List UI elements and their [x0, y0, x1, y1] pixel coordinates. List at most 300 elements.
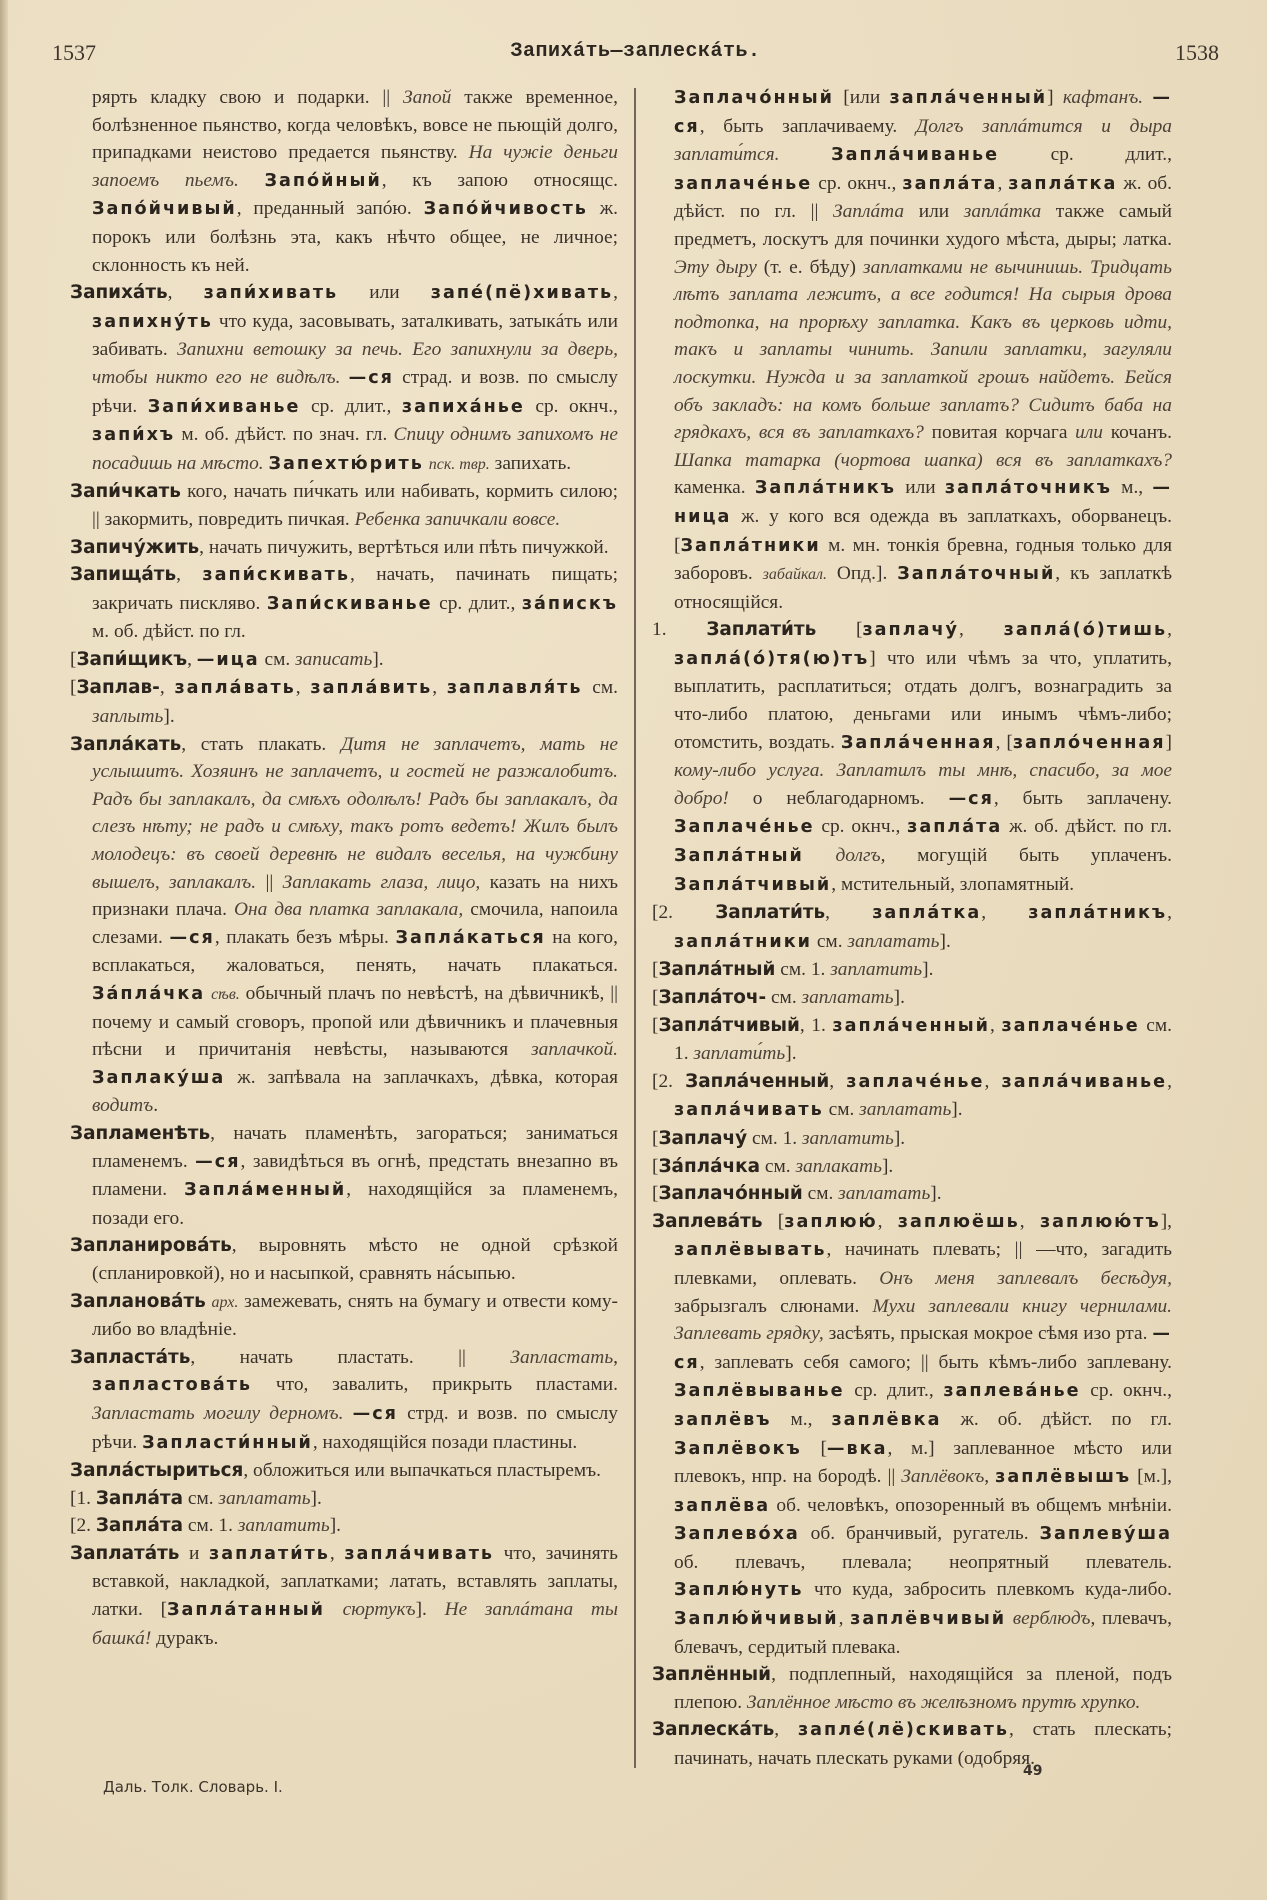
dictionary-entry [70, 84, 618, 279]
dictionary-entry [652, 899, 1172, 956]
subentry-word: Заплáтчивый [674, 874, 832, 895]
definition-text: см. [802, 1183, 839, 1205]
definition-text: [ [652, 1183, 659, 1205]
headword: Заплав- [76, 677, 160, 699]
definition-text: ]. [893, 1127, 906, 1149]
definition-text: ] [1165, 731, 1172, 753]
definition-text: ср. окнч., [812, 172, 903, 194]
example-text: Заплёвокъ [901, 1466, 985, 1488]
example-text: кафтанъ. [1062, 87, 1144, 108]
definition-text: м., [1111, 477, 1153, 499]
subentry-word: Заплевóха [674, 1524, 800, 1545]
definition-text: забрызгалъ слюнами. [674, 1295, 873, 1317]
headword: Заплевáть [652, 1210, 763, 1232]
dictionary-entry [70, 1457, 618, 1485]
subentry-word: Заплаку́ша [92, 1067, 226, 1088]
page-header [52, 36, 1219, 66]
subentry-word: запи́скивать [202, 565, 350, 586]
subentry-word: Запи́скиванье [266, 593, 433, 614]
subentry-word: —вка [826, 1438, 888, 1459]
definition-text: м. мн. тонкія бревна, годныя только для заборовъ. [674, 534, 1172, 585]
subentry-word: —ся [169, 927, 215, 948]
subentry-word: Заплáтанный [167, 1600, 325, 1621]
example-text: арх. [211, 1293, 239, 1311]
definition-text: м. об. дѣйст. по знач. гл. [175, 424, 394, 446]
example-text: заплати́ть [693, 1043, 786, 1065]
definition-text: , [959, 619, 1004, 641]
definition-text: [1. [70, 1487, 96, 1509]
definition-text: что куда, засовывать, заталкивать, затыкáть или забивать. [92, 310, 618, 361]
subentry-word: заплé(лё)скивать [797, 1720, 1009, 1741]
definition-text: ср. длит., [300, 395, 402, 417]
subentry-word: заплáвать [174, 678, 296, 699]
subentry-word: запé(пё)хивать [430, 283, 614, 304]
definition-text: смочила, напоила слезами. [92, 899, 618, 948]
definition-text: , [159, 677, 175, 699]
definition-text: ]. [163, 706, 175, 728]
subentry-word: Заплáтный [674, 846, 804, 867]
dictionary-entry [652, 1716, 1172, 1772]
dictionary-entry [70, 279, 618, 478]
example-text: заплыть [92, 706, 164, 728]
example-text: Онъ меня заплевалъ бесѣдуя, [879, 1267, 1173, 1289]
definition-text: , [981, 902, 1029, 924]
definition-text: об. плевачъ, плевала; неопрятный плеватель. [674, 1551, 1172, 1573]
headword: Заплáта [95, 1487, 183, 1509]
definition-text: , быть заплачену. [993, 787, 1172, 809]
subentry-word: заплáченный [889, 88, 1048, 108]
definition-text: [ [652, 1155, 659, 1177]
definition-text: м. об. дѣйст. по гл. [92, 621, 246, 643]
example-text: Не заплáтана ты башкá! [92, 1599, 618, 1649]
definition-text: и [179, 1542, 209, 1564]
subentry-word: Запласти́нный [142, 1432, 313, 1453]
subentry-word: Заплю́нуть [674, 1580, 804, 1601]
subentry-word: заплачéнье [674, 173, 813, 194]
definition-text: , [432, 677, 447, 699]
definition-text: , [997, 172, 1009, 194]
dictionary-entry [70, 1540, 618, 1652]
definition-text: , [1167, 619, 1173, 641]
dictionary-entry [652, 1180, 1172, 1208]
definition-text: см. [811, 930, 848, 952]
definition-text: повитая корчага [923, 422, 1076, 444]
definition-text: , начать пичужить, вертѣться или пѣть пичужкой. [199, 536, 609, 558]
definition-text: . [153, 1095, 159, 1117]
definition-text [804, 845, 836, 866]
dictionary-entry [652, 956, 1172, 984]
definition-text: [ [70, 677, 77, 699]
definition-text: ]. [785, 1043, 797, 1065]
subentry-word: заплáтка [1008, 173, 1118, 194]
headword: Заплачóнный [658, 1183, 803, 1205]
definition-text: см. 1. [775, 959, 831, 981]
definition-text: , выровнять мѣсто не одной срѣзкой (спланировкой), но и насыпкой, сравнять нáсыпью. [92, 1235, 618, 1284]
example-text: Запластать могилу дерномъ. [92, 1402, 344, 1424]
definition-text: ср. длит., [844, 1380, 944, 1402]
definition-text: ж. об. дѣйст. по гл. [1002, 816, 1172, 838]
definition-text: дуракъ. [151, 1627, 219, 1649]
definition-text: , [990, 1014, 1002, 1036]
subentry-word: Заплáтникъ [754, 478, 896, 499]
dictionary-entry [70, 1344, 618, 1457]
definition-text: , [829, 1070, 847, 1092]
dictionary-entry [652, 616, 1172, 899]
dictionary-entry [652, 1661, 1172, 1716]
subentry-word: заплáтникъ [1028, 903, 1168, 924]
definition-text: , могущій быть уплаченъ. [880, 845, 1172, 867]
subentry-word: Заплáчиванье [831, 145, 1000, 166]
definition-text: ] что или чѣмъ за что, уплатить, выплатить, расплатиться; отдать долгъ, вознаградить за что-либо платою, деньгами или инымъ чѣмъ-либо; отомстить, воздать. [674, 647, 1172, 753]
definition-text: замежевать, снять на бумагу и отвести кому-либо во владѣніе. [92, 1290, 618, 1341]
definition-text: м., [771, 1408, 832, 1430]
definition-text: ] [1047, 87, 1063, 108]
subentry-word: заплáта [902, 173, 998, 194]
definition-text: об. человѣкъ, опозоренный въ общемъ мнѣніи. [770, 1494, 1172, 1516]
example-text: заплатать [847, 930, 940, 952]
definition-text: также временное, болѣзненное пьянство, когда человѣкъ, вовсе не пьющій долго, припадками неистово предается пьянству. [92, 87, 618, 164]
definition-text: [ [801, 1437, 827, 1459]
example-text: Ребенка запичкали вовсе. [354, 508, 561, 530]
example-text: Эту дыру [674, 256, 757, 278]
definition-text: , [984, 1466, 996, 1488]
subentry-word: запихну́ть [92, 311, 213, 332]
dictionary-entry [70, 534, 618, 562]
dictionary-entry [70, 478, 618, 533]
definition-text: , [1167, 1070, 1172, 1092]
definition-text: , мстительный, злопамятный. [831, 873, 1075, 895]
definition-text: ср. окнч., [524, 395, 618, 417]
subentry-word: Запóйчивость [423, 199, 588, 220]
definition-text: казать на нихъ признаки плача. [92, 871, 618, 921]
definition-text: ср. длит., [432, 592, 522, 614]
definition-text: [ [652, 1127, 659, 1149]
definition-text: , плевачъ, блевачъ, сердитый плевака. [674, 1608, 1172, 1658]
headword: Запланировáть [70, 1235, 232, 1257]
definition-text: , стать плакать. [181, 733, 341, 755]
subentry-word: заплáвить [310, 678, 433, 699]
headword: Зáплáчка [658, 1155, 761, 1177]
subentry-word: заплá(ó)тишь [1003, 620, 1168, 641]
definition-text: см. [582, 677, 618, 699]
column-divider [634, 88, 636, 1768]
definition-text: , обложиться или выпачкаться пластыремъ. [243, 1460, 601, 1482]
definition-text: [2. [652, 902, 716, 924]
headword: Запищáть [70, 564, 177, 586]
definition-text: [ [652, 987, 659, 1008]
definition-text: каменка. [674, 477, 755, 499]
subentry-word: —ица [196, 649, 260, 670]
example-text: Заплакать глаза, лицо, [282, 871, 481, 893]
headword: Заплескáть [652, 1719, 775, 1741]
subentry-word: Заплáченная [840, 732, 996, 753]
definition-text: [ [70, 648, 77, 670]
subentry-word: заплевáнье [943, 1381, 1081, 1402]
subentry-word: заплачéнье [1001, 1015, 1140, 1036]
page-number-left: 1537 [52, 40, 96, 65]
definition-text: ]. [415, 1599, 445, 1621]
definition-text: или [338, 282, 431, 304]
definition-text: , стать плескать; пачинать, начать плескать руками (одобряя. [674, 1719, 1172, 1770]
definition-text: Опд.]. [827, 563, 898, 585]
definition-text: , находящійся за пламенемъ, позади его. [92, 1179, 618, 1229]
example-text: Запой [403, 87, 452, 108]
subentry-word: заплачéнье [846, 1071, 985, 1092]
definition-text: (т. е. бѣду) [756, 256, 863, 278]
subentry-word: Заплёвокъ [674, 1438, 802, 1459]
definition-text: [2. [652, 1070, 686, 1092]
dictionary-entry [652, 1125, 1172, 1153]
definition-text: ж. об. дѣйст. по гл. [941, 1408, 1172, 1430]
definition-text: на кого, всплакаться, жаловаться, пенять, начать плакаться. [92, 926, 618, 977]
headword: Запихáть [70, 282, 168, 304]
definition-text: рярть кладку свою и подарки. || [92, 87, 403, 108]
dictionary-entry [652, 1208, 1172, 1662]
definition-text: , [187, 648, 197, 670]
example-text: Заплённое мѣсто въ желѣзномъ прутѣ хрупко. [746, 1691, 1141, 1713]
example-text: кому-либо услуга. Заплатилъ ты мнѣ, спасибо, за мое добро! [674, 760, 1172, 809]
headword: Заплáта [95, 1515, 183, 1537]
definition-text: кого, начать пи́чкать или набивать, кормить силою; || закормить, повредить пичкая. [92, 481, 618, 530]
subentry-word: —ся [674, 1324, 1172, 1373]
definition-text [340, 367, 348, 388]
subentry-word: заплачу́ [862, 620, 960, 641]
definition-text: ]. [939, 930, 951, 952]
definition-text: , 1. [799, 1014, 833, 1036]
headword: Заплати́ть [706, 619, 817, 641]
example-text: верблюдъ [1012, 1608, 1091, 1630]
subentry-word: заплёвчивый [850, 1609, 1007, 1630]
example-text: водитъ [92, 1095, 154, 1117]
definition-text: , заплевать себя самого; || быть кѣмъ-либо заплевану. [699, 1351, 1172, 1373]
headword: Заплатáть [70, 1542, 180, 1564]
definition-text: см. 1. [747, 1127, 802, 1149]
example-text: пск. твр. [428, 455, 490, 473]
headword: Заплачу́ [658, 1127, 748, 1149]
example-text: На чужіе деньги запоемъ пьемъ. [92, 142, 618, 191]
dictionary-entry [652, 984, 1172, 1012]
definition-text [343, 1403, 352, 1424]
definition-text [780, 144, 832, 165]
headword: Заплáтный [658, 959, 776, 981]
subentry-word: заплáчиванье [1001, 1071, 1168, 1092]
dictionary-entry [70, 674, 618, 730]
definition-text: , находящійся позади пластины. [312, 1431, 578, 1453]
definition-text [239, 170, 265, 191]
definition-text: кочанъ. [1103, 422, 1172, 444]
definition-text: засѣять, прыская мокрое сѣмя изо рта. [823, 1323, 1153, 1345]
headword: Заплáточ- [658, 987, 767, 1008]
example-text: забайкал. [762, 566, 828, 584]
definition-text: см. 1. [183, 1515, 238, 1537]
subentry-word: заплавля́ть [446, 678, 583, 699]
sheet-signature-number: 49 [1023, 1763, 1043, 1779]
example-text: сюртукъ [342, 1599, 416, 1621]
headword: Заплáченный [685, 1070, 830, 1092]
headword: Запичу́жить [70, 536, 200, 558]
headword: Заплановáть [70, 1290, 206, 1312]
definition-text: [2. [70, 1515, 96, 1537]
example-text: Долгъ заплáтится и дыра заплати́тся. [674, 115, 1172, 166]
subentry-word: заплати́ть [209, 1543, 330, 1564]
definition-text: , [984, 1070, 1002, 1092]
subentry-word: заплáточникъ [944, 478, 1112, 499]
right-column [652, 84, 1172, 1773]
definition-text: или [895, 477, 945, 499]
subentry-word: Заплáточный [897, 564, 1056, 585]
definition-text: , плакать безъ мѣры. [214, 926, 396, 948]
subentry-word: заплóченная [1012, 732, 1166, 753]
dictionary-entry [70, 1485, 618, 1513]
definition-text: см. [760, 1155, 796, 1177]
definition-text: ]. [372, 648, 384, 670]
example-text: заплатать [218, 1487, 311, 1509]
definition-text: , [ [995, 731, 1013, 753]
subentry-word: заплёвышъ [995, 1467, 1132, 1488]
subentry-word: заплá(ó)тя(ю)тъ [674, 648, 870, 669]
subentry-word: заплáченный [832, 1015, 990, 1036]
definition-text: ]. [310, 1487, 322, 1509]
subentry-word: заплёвка [831, 1409, 942, 1430]
definition-text: см. [766, 987, 802, 1008]
definition-text [1006, 1608, 1013, 1629]
running-title: Запихáть—заплескáть. [510, 40, 761, 63]
subentry-word: Запóйчивый [92, 199, 237, 220]
dictionary-entry [652, 1012, 1172, 1068]
subentry-word: Зáплáчка [92, 984, 206, 1004]
definition-text: [ [652, 1014, 659, 1036]
headword: Запластáть [70, 1346, 191, 1368]
definition-text: [ [816, 619, 863, 641]
example-text: сѣв. [211, 986, 240, 1003]
definition-text: , начать пластать. || [190, 1346, 511, 1368]
example-text: Запихни ветошку за печь. Его запихнули за дверь, чтобы никто его не видѣлъ. [92, 339, 618, 388]
definition-text: или [904, 201, 964, 223]
example-text: заплачкой. [531, 1039, 618, 1061]
definition-text: , подплепный, находящійся за пленой, подъ плепою. [674, 1664, 1172, 1713]
subentry-word: Запóйный [264, 170, 382, 191]
dictionary-entry [70, 1288, 618, 1344]
subentry-word: —ся [195, 1151, 241, 1172]
headword: Запи́чкать [70, 481, 181, 503]
definition-text: [м.], [1131, 1466, 1172, 1488]
definition-text: , быть заплачиваему. [699, 115, 916, 137]
subentry-word: Заплеву́ша [1039, 1524, 1172, 1545]
definition-text: , начать пламенѣть, загораться; заниматься пламенемъ. [92, 1122, 618, 1172]
definition-text: ]. [922, 959, 934, 981]
definition-text: [ [652, 959, 659, 981]
definition-text: ж. об. дѣйст. по гл. || [674, 172, 1172, 223]
example-text: заплакать [795, 1155, 882, 1177]
subentry-word: заплáчивать [344, 1543, 495, 1564]
definition-text: что, зачинять вставкой, накладкой, заплатками; латать, вставлять заплаты, латки. [ [92, 1542, 618, 1621]
headword: Заплённый [652, 1664, 772, 1686]
dictionary-entry [70, 1512, 618, 1540]
definition-text: ]. [951, 1099, 963, 1121]
definition-text: о неблагодарномъ. [728, 787, 949, 809]
definition-text: , [825, 902, 873, 924]
definition-text: , м.] заплеванное мѣсто или плевокъ, нпр. на бородѣ. || [674, 1437, 1172, 1488]
definition-text: , [295, 677, 311, 699]
example-text: Запластать [510, 1346, 614, 1368]
subentry-word: запи́хъ [92, 425, 176, 446]
headword: Запи́щикъ [76, 648, 188, 670]
definition-text: что куда, забросить плевкомъ куда-либо. [803, 1579, 1172, 1601]
subentry-word: заплюю́тъ [1039, 1211, 1161, 1232]
definition-text: также самый предметъ, лоскутъ для починки худого мѣста, дыры; латка. [674, 201, 1172, 250]
definition-text: ср. окнч., [814, 816, 908, 838]
definition-text: , [838, 1608, 851, 1630]
subentry-word: запихáнье [401, 396, 525, 417]
headword: Запламенѣть [70, 1122, 211, 1144]
dictionary-entry [652, 84, 1172, 616]
dictionary-entry [70, 731, 618, 1120]
subentry-word: запластовáть [92, 1375, 253, 1396]
definition-text: ]. [893, 987, 905, 1008]
definition-text: ]. [329, 1515, 341, 1537]
subentry-word: Заплю́йчивый [674, 1609, 839, 1630]
definition-text: , начать, пачинать пищать; закричать пискляво. [92, 564, 618, 614]
subentry-word: зáпискъ [521, 593, 618, 614]
subentry-word: заплёва [674, 1495, 771, 1516]
example-text: заплáтка [963, 201, 1042, 223]
dictionary-entry [652, 1068, 1172, 1125]
subentry-word: заплáтники [674, 931, 812, 952]
definition-text: ]. [881, 1155, 894, 1177]
example-text: заплатить [237, 1515, 330, 1537]
dictionary-entry [652, 1153, 1172, 1181]
subentry-word: —ся [948, 788, 994, 809]
example-text: Шапка татарка (чортова шапка) вся въ заплаткахъ? [674, 449, 1172, 471]
subentry-word: Заплáменный [184, 1180, 347, 1201]
definition-text: , [613, 1346, 618, 1368]
definition-text: , къ заплаткѣ относящійся. [674, 563, 1172, 613]
subentry-word: заплáтка [872, 903, 982, 924]
definition-text: об. бранчивый, ругатель. [799, 1523, 1040, 1545]
subentry-word: заплюёшь [897, 1211, 1020, 1232]
definition-text: , [167, 282, 204, 304]
subentry-word: заплёвъ [674, 1409, 772, 1430]
headword: Заплáкать [70, 733, 182, 755]
example-text: заплатать [801, 987, 894, 1008]
subentry-word: —ся [352, 1403, 398, 1424]
example-text: заплатить [830, 959, 923, 981]
definition-text: , [1019, 1210, 1040, 1232]
example-text: Заплáта [833, 201, 905, 223]
dictionary-entry [70, 646, 618, 675]
example-text: Мухи заплевали книгу чернилами. Заплевать грядку, [674, 1295, 1172, 1345]
definition-text: [ [762, 1210, 785, 1232]
definition-text: [или [834, 87, 890, 108]
definition-text: 1. [652, 619, 707, 641]
example-text: долгъ [835, 845, 881, 867]
example-text: Дитя не заплачетъ, мать не услышитъ. Хозяинъ не заплачетъ, и гостей не разжалобитъ. Радъ бы заплакалъ, да смѣхъ одолѣлъ! Радъ бы заплакалъ, да слезъ нѣту; не радъ и смѣху, такъ ротъ ведетъ! Жилъ былъ молодецъ: въ своей деревнѣ не видалъ веселья, на чужбину вышелъ, заплакалъ. [92, 733, 618, 893]
dictionary-entry [70, 561, 618, 646]
subentry-word: —ся [348, 367, 394, 388]
subentry-word: заплáта [907, 817, 1003, 838]
definition-text: см. [259, 648, 296, 670]
page-number-right: 1538 [1175, 40, 1219, 65]
example-text: Спицу однимъ запихомъ не посадишь на мѣсто. [92, 424, 618, 474]
definition-text: что, завалить, прикрыть пластами. [252, 1374, 618, 1396]
example-text: записать [295, 648, 373, 670]
definition-text: , завидѣться въ огнѣ, предстать внезапно въ пламени. [92, 1150, 619, 1201]
definition-text: стрд. и возв. по смыслу рѣчи. [92, 1402, 618, 1453]
definition-text: , къ запою относящс. [381, 169, 618, 191]
definition-text: , [877, 1210, 898, 1232]
definition-text: , [329, 1542, 345, 1564]
definition-text: ж. порокъ или болѣзнь эта, какъ нѣчто общее, не личное; склонность къ ней. [92, 198, 618, 276]
